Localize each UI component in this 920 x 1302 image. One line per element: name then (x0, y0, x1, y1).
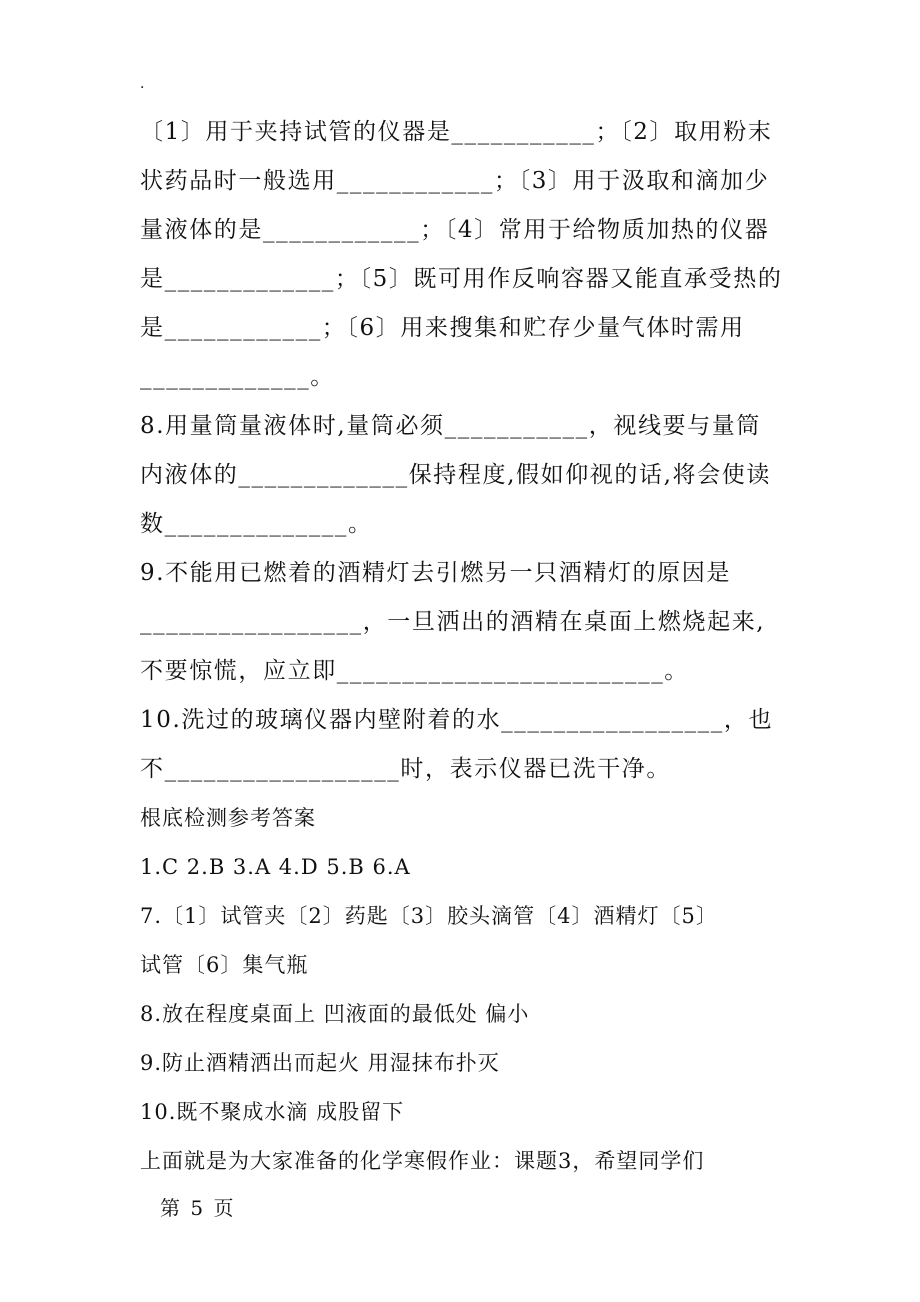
closing-line: 上面就是为大家准备的化学寒假作业：课题3，希望同学们 (140, 1149, 705, 1173)
answer-line-4: 8.放在程度桌面上 凹液面的最低处 偏小 (140, 1002, 530, 1026)
answer-line-1: 1.C 2.B 3.A 4.D 5.B 6.A (140, 855, 411, 879)
question-line-5: 是____________；〔6〕用来搜集和贮存少量气体时需用 (140, 315, 745, 341)
answer-line-6: 10.既不聚成水滴 成股留下 (140, 1100, 405, 1124)
question-line-1: 〔1〕用于夹持试管的仪器是___________；〔2〕取用粉末 (140, 119, 773, 145)
question-line-7: 8.用量筒量液体时,量筒必须___________，视线要与量筒 (140, 413, 761, 439)
question-line-11: _________________，一旦洒出的酒精在桌面上燃烧起来, (140, 609, 766, 635)
question-line-2: 状药品时一般选用____________；〔3〕用于汲取和滴加少 (140, 168, 770, 194)
question-line-4: 是_____________；〔5〕既可用作反响容器又能直承受热的 (140, 266, 783, 292)
question-line-14: 不__________________时，表示仪器已洗干净。 (140, 756, 671, 782)
answer-line-2: 7.〔1〕试管夹〔2〕药匙〔3〕胶头滴管〔4〕酒精灯〔5〕 (140, 904, 718, 928)
question-line-9: 数______________。 (140, 511, 373, 537)
question-line-3: 量液体的是____________；〔4〕常用于给物质加热的仪器 (140, 217, 770, 243)
answer-line-3: 试管〔6〕集气瓶 (140, 953, 309, 977)
page-number: 第 5 页 (160, 1196, 236, 1220)
header-mark: . (140, 76, 145, 92)
question-line-6: _____________。 (140, 364, 335, 390)
question-line-12: 不要惊慌，应立即_________________________。 (140, 658, 689, 684)
answers-heading: 根底检测参考答案 (140, 806, 316, 830)
question-line-8: 内液体的_____________保持程度,假如仰视的话,将会使读 (140, 462, 771, 488)
question-line-10: 9.不能用已燃着的酒精灯去引燃另一只酒精灯的原因是 (140, 560, 731, 586)
document-body (140, 108, 783, 1186)
answer-line-5: 9.防止酒精洒出而起火 用湿抹布扑灭 (140, 1051, 500, 1075)
question-line-13: 10.洗过的玻璃仪器内壁附着的水_________________，也 (140, 707, 774, 733)
